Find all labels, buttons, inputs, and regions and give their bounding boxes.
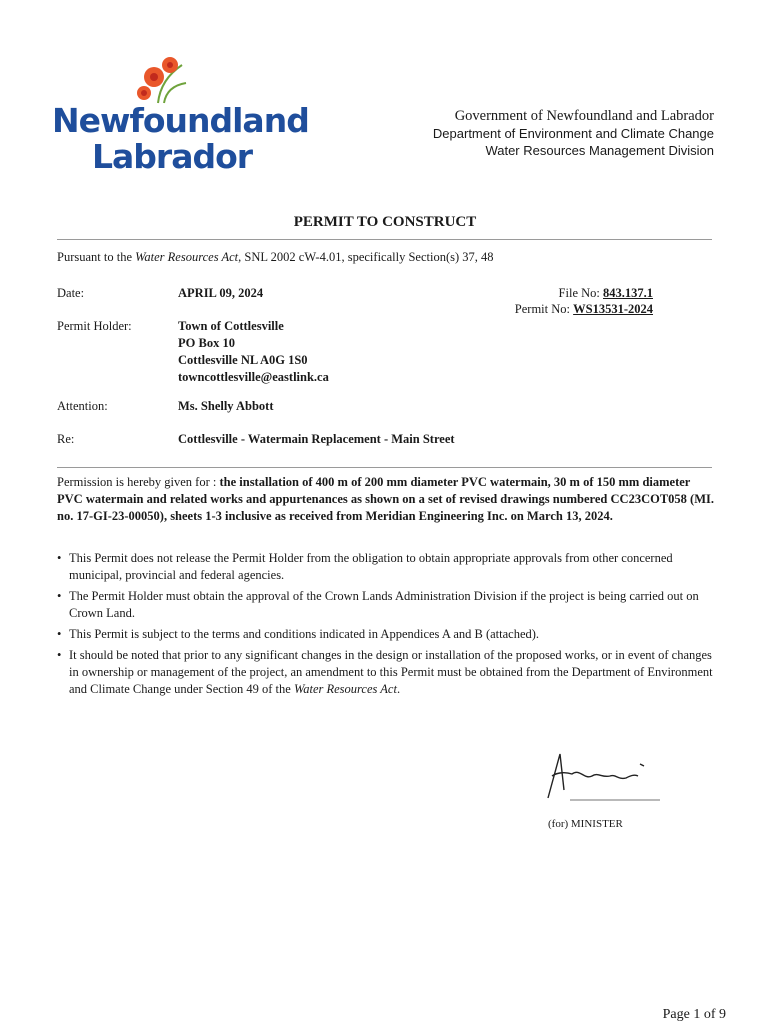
act-name: Water Resources Act [293, 682, 397, 696]
title-divider [57, 239, 712, 240]
pursuant-prefix: Pursuant to the [57, 250, 136, 264]
pursuant-suffix: , SNL 2002 cW-4.01, specifically Section(s) 37, 48 [238, 250, 494, 264]
permission-statement [57, 474, 717, 525]
condition-text: It should be noted that prior to any significant changes in the design or installation of the proposed works, or in event of changes in ownership or management of the project, an amendment to this Permit must be obtained from the Department of Environment and Climate Change under Section 49 of the [69, 648, 713, 696]
permit-no-label: Permit No: [514, 302, 574, 316]
attention-label: Attention: [57, 399, 108, 413]
logo-text-labrador: Labrador [92, 137, 253, 176]
logo-text-newfoundland: Newfoundland [52, 101, 309, 140]
act-name: Water Resources Act [135, 250, 239, 264]
pitcher-plant-flower-icon [130, 55, 200, 105]
permission-intro: Permission is hereby given for : [57, 475, 220, 489]
page-number: Page 1 of 9 [662, 1007, 726, 1022]
page-title: PERMIT TO CONSTRUCT [293, 214, 477, 230]
file-no-label: File No: [558, 286, 603, 300]
condition-item: • The Permit Holder must obtain the approval of the Crown Lands Administration Division if the project is being carried out on Crown Land. [57, 588, 717, 622]
condition-end: . [396, 682, 401, 696]
condition-item [57, 647, 717, 698]
condition-item: • This Permit is subject to the terms and conditions indicated in Appendices A and B (attached). [57, 626, 717, 643]
date-value: APRIL 09, 2024 [178, 286, 264, 300]
holder-email: towncottlesville@eastlink.ca [178, 370, 329, 384]
government-name: Government of Newfoundland and Labrador [454, 108, 714, 124]
holder-city: Cottlesville NL A0G 1S0 [178, 353, 308, 367]
conditions-list [57, 550, 717, 702]
attention-value: Ms. Shelly Abbott [178, 399, 274, 413]
minister-signature [540, 750, 665, 805]
section-divider [57, 467, 712, 468]
permit-no-value: WS13531-2024 [573, 302, 653, 316]
condition-item: • This Permit does not release the Permit Holder from the obligation to obtain appropriate approvals from other concerned municipal, provincial and federal agencies. [57, 550, 717, 584]
re-value: Cottlesville - Watermain Replacement - Main Street [178, 432, 455, 446]
government-logo [52, 55, 309, 176]
signature-caption: (for) MINISTER [548, 818, 623, 830]
department-name: Department of Environment and Climate Change [432, 126, 714, 141]
file-no-value: 843.137.1 [603, 286, 653, 300]
date-label: Date: [57, 286, 85, 300]
permission-body: the installation of 400 m of 200 mm diameter PVC watermain, 30 m of 150 mm diameter PVC watermain and related works and appurtenances as shown on a set of revised drawings numbered CC23COT058 (MI. no. 17-GI-23-00050), sheets 1-3 inclusive as received from Meridian Engineering Inc. on March 13, 2024. [57, 475, 714, 523]
holder-name: Town of Cottlesville [178, 319, 284, 333]
permit-holder-label: Permit Holder: [57, 319, 132, 333]
file-info [515, 285, 653, 317]
division-name: Water Resources Management Division [485, 143, 714, 158]
holder-po-box: PO Box 10 [178, 336, 235, 350]
re-label: Re: [57, 432, 75, 446]
pursuant-statement [57, 250, 494, 265]
permit-holder-address [178, 318, 329, 386]
